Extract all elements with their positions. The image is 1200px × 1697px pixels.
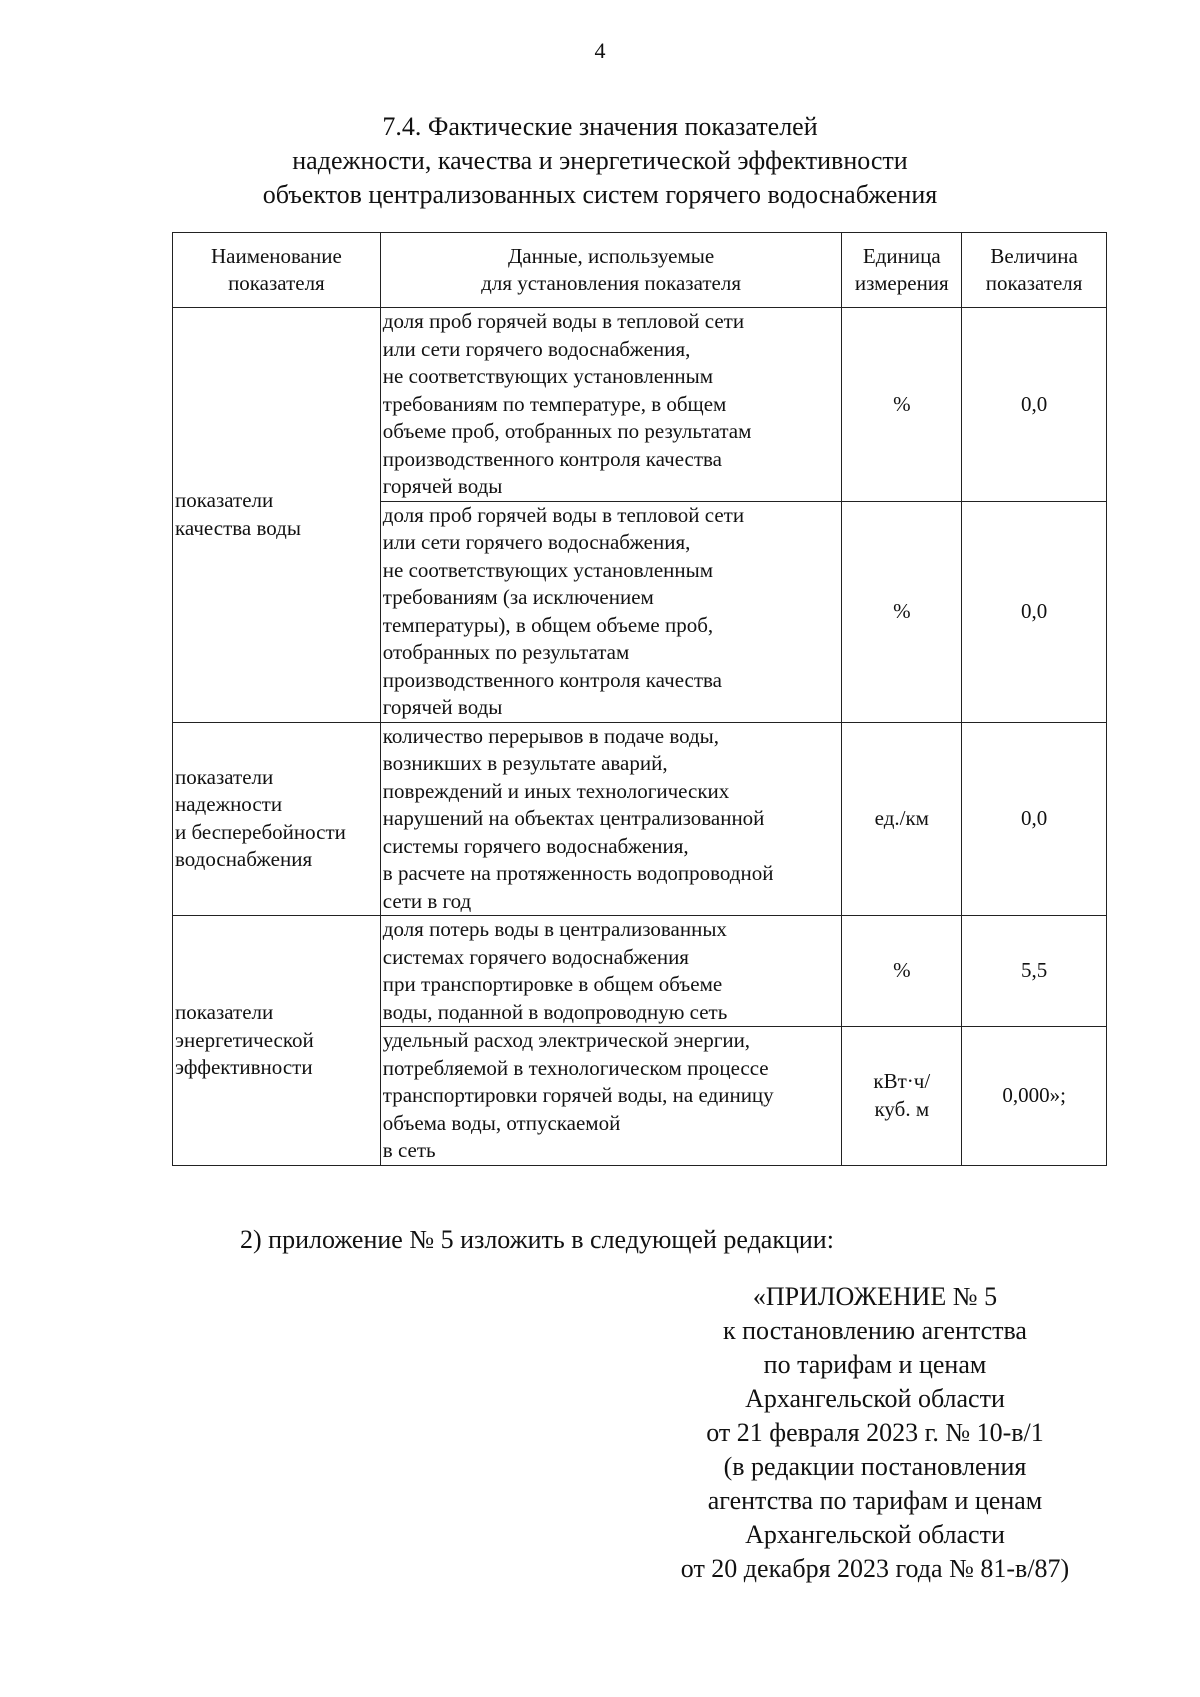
row-unit: % <box>842 916 962 1027</box>
row-data-text: доля проб горячей воды в тепловой сети или сети горячего водоснабжения, не соответствующих установленным требованиям по температуре, в общем объеме проб, отобранных по результатам производственного контроля качества горячей воды <box>380 308 842 502</box>
row-value: 0,0 <box>962 722 1107 916</box>
row-unit: ед./км <box>842 722 962 916</box>
group-name-water-quality: показатели качества воды <box>173 308 381 723</box>
section-title-line: 7.4. Фактические значения показателей <box>382 112 818 141</box>
row-data-text: доля потерь воды в централизованных системах горячего водоснабжения при транспортировке в общем объеме воды, поданной в водопроводную сеть <box>380 916 842 1027</box>
row-value: 0,000»; <box>962 1027 1107 1166</box>
table-header-row <box>173 233 1107 308</box>
section-title-line: объектов централизованных систем горячего водоснабжения <box>262 180 938 209</box>
row-unit: % <box>842 308 962 502</box>
table-row <box>173 916 1107 1027</box>
appendix-heading <box>640 1280 1110 1586</box>
appendix-line: по тарифам и ценам <box>763 1350 987 1379</box>
section-title <box>0 110 1200 212</box>
row-unit: % <box>842 501 962 722</box>
appendix-line: от 21 февраля 2023 г. № 10-в/1 <box>706 1418 1044 1447</box>
appendix-line: агентства по тарифам и ценам <box>707 1486 1043 1515</box>
group-name-reliability: показатели надежности и бесперебойности водоснабжения <box>173 722 381 916</box>
header-data-used: Данные, используемые для установления показателя <box>380 233 842 308</box>
appendix-line: от 20 декабря 2023 года № 81-в/87) <box>680 1554 1070 1583</box>
row-data-text: удельный расход электрической энергии, потребляемой в технологическом процессе транспортировки горячей воды, на единицу объема воды, отпускаемой в сеть <box>380 1027 842 1166</box>
appendix-line: (в редакции постановления <box>723 1452 1027 1481</box>
page-number: 4 <box>594 38 606 63</box>
appendix-line: Архангельской области <box>745 1384 1005 1413</box>
table-row <box>173 308 1107 502</box>
indicators-table <box>172 232 1107 1166</box>
row-value: 0,0 <box>962 501 1107 722</box>
row-value: 5,5 <box>962 916 1107 1027</box>
appendix-line: Архангельской области <box>745 1520 1005 1549</box>
instruction-paragraph: 2) приложение № 5 изложить в следующей редакции: <box>240 1225 834 1254</box>
row-unit: кВт·ч/ куб. м <box>842 1027 962 1166</box>
appendix-line: «ПРИЛОЖЕНИЕ № 5 <box>752 1282 998 1311</box>
header-value: Величина показателя <box>962 233 1107 308</box>
header-indicator-name: Наименование показателя <box>173 233 381 308</box>
section-title-line: надежности, качества и энергетической эффективности <box>292 146 908 175</box>
header-unit: Единица измерения <box>842 233 962 308</box>
row-data-text: доля проб горячей воды в тепловой сети или сети горячего водоснабжения, не соответствующих установленным требованиям (за исключением температуры), в общем объеме проб, отобранных по результатам производственного контроля качества горячей воды <box>380 501 842 722</box>
group-name-energy-efficiency: показатели энергетической эффективности <box>173 916 381 1166</box>
appendix-line: к постановлению агентства <box>723 1316 1027 1345</box>
row-value: 0,0 <box>962 308 1107 502</box>
table-row <box>173 722 1107 916</box>
row-data-text: количество перерывов в подаче воды, возникших в результате аварий, повреждений и иных технологических нарушений на объектах централизованной системы горячего водоснабжения, в расчете на протяженность водопроводной сети в год <box>380 722 842 916</box>
